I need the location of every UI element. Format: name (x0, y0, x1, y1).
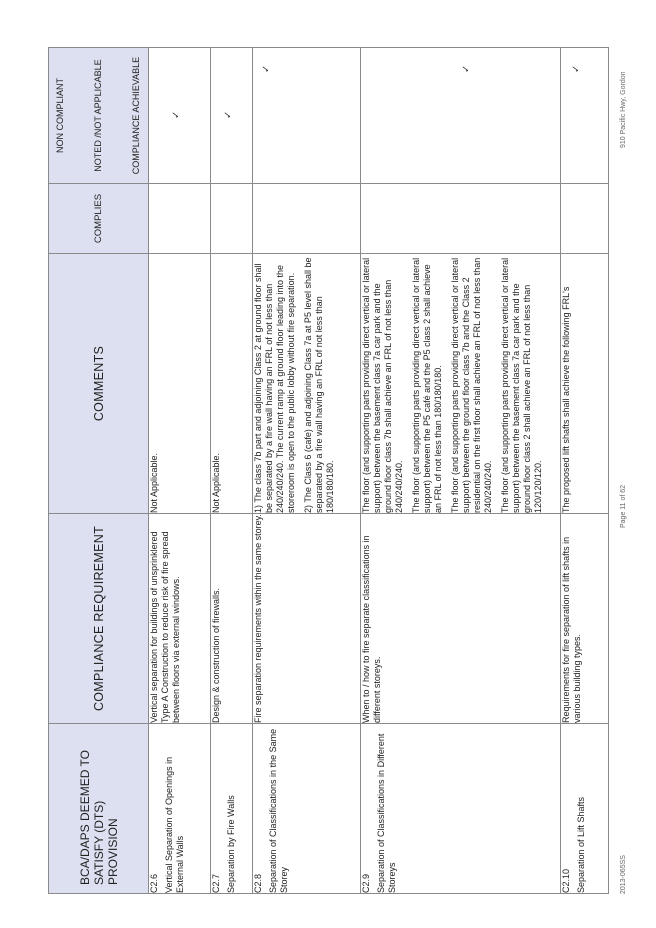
requirement-cell: Vertical separation for buildings of unsprinklered Type A Construction to reduce risk of fire spread between floors via external windows. (149, 514, 211, 724)
complies-cell (253, 184, 361, 254)
status-cell (211, 48, 253, 184)
dts-cell (561, 724, 609, 894)
status-cell (253, 48, 361, 184)
check-icon: ✓ (571, 64, 582, 73)
status-cell (561, 48, 609, 184)
table-row (253, 48, 361, 894)
complies-cell (561, 184, 609, 254)
requirement-cell: Design & construction of firewalls. (211, 514, 253, 724)
table-row (211, 48, 253, 894)
dts-code: C2.8 (253, 873, 263, 893)
status-cell (361, 48, 561, 184)
table-row (149, 48, 211, 894)
dts-name: Vertical Separation of Openings in External Walls (164, 756, 185, 893)
comments-cell (253, 254, 361, 514)
complies-cell (361, 184, 561, 254)
comment-paragraph: The floor (and supporting parts providing direct vertical or lateral support) between the basement class 7a car park and the ground floor class 7b shall achieve an FRL of not less than 240/240/240. (361, 257, 404, 513)
check-icon: ✓ (261, 64, 272, 73)
dts-name: Separation of Classifications in Different Storeys (376, 733, 397, 893)
dts-code: C2.7 (211, 873, 221, 893)
dts-cell (149, 724, 211, 894)
comments-cell (149, 254, 211, 514)
table-header-row (49, 48, 149, 894)
dts-cell (361, 724, 561, 894)
complies-cell (149, 184, 211, 254)
check-icon: ✓ (171, 110, 182, 119)
compliance-table (48, 47, 609, 894)
dts-code: C2.9 (361, 873, 371, 893)
requirement-cell: When to / how to fire separate classifications in different storeys. (361, 514, 561, 724)
comments-cell (211, 254, 253, 514)
comments-cell (561, 254, 609, 514)
requirement-cell: Fire separation requirements within the same storey. (253, 514, 361, 724)
check-icon: ✓ (461, 64, 472, 73)
dts-name: Separation of Lift Shafts (576, 796, 586, 893)
header-requirement: COMPLIANCE REQUIREMENT (49, 514, 149, 724)
header-dts: BCA/DAPS DEEMED TO SATISFY (DTS) PROVISION (49, 724, 149, 894)
header-comments: COMMENTS (49, 254, 149, 514)
comment-paragraph: Not Applicable. (149, 452, 159, 513)
comment-paragraph: 2) The Class 6 (cafe) and adjoining Class 7a at P5 level shall be separated by a fire wall having an FRL of not less than 180/180/180. (303, 257, 335, 513)
dts-code: C2.6 (149, 873, 159, 893)
dts-cell (211, 724, 253, 894)
comments-cell (361, 254, 561, 514)
check-icon: ✓ (223, 110, 234, 119)
complies-cell (211, 184, 253, 254)
comment-paragraph: The floor (and supporting parts providing direct vertical or lateral support) between the basement class 7a car park and the ground floor class 2 shall achieve an FRL of not less than 120/120/120. (500, 257, 543, 513)
table-row (361, 48, 561, 894)
header-noted: NOTED /NOT APPLICABLE (93, 59, 103, 172)
comment-paragraph: Not Applicable. (211, 452, 221, 513)
comment-paragraph: The floor (and supporting parts providing direct vertical or lateral support) between the ground floor class 7b and the Class 2 residential on the first floor shall achieve an FRL of not less than 240/240/240. (450, 257, 493, 513)
comment-paragraph: 1) The class 7b part and adjoining Class 2 at ground floor shall be separated by a fire wall having an FRL of not less than 240/240/240. The current ramp at ground floor leading into the storeroom is open to the public lobby without fire separation. (253, 263, 296, 513)
footer-document-number: 2013-065SS (620, 855, 627, 894)
dts-cell (253, 724, 361, 894)
comment-paragraph: The proposed lift shafts shall achieve the following FRL's (561, 286, 571, 513)
dts-name: Separation of Classifications in the Same Storey (268, 728, 289, 893)
dts-name: Separation by Fire Walls (226, 795, 236, 893)
requirement-cell: Requirements for fire separation of lift shafts in various building types. (561, 514, 609, 724)
footer-page-number: Page 11 of 62 (620, 484, 627, 528)
header-compliance-status (49, 48, 149, 184)
header-achievable: COMPLIANCE ACHIEVABLE (131, 56, 141, 175)
table-row (561, 48, 609, 894)
status-cell (149, 48, 211, 184)
dts-code: C2.10 (561, 868, 571, 893)
footer-address: 910 Pacific Hwy, Gordon (620, 71, 627, 148)
header-non-compliant: NON COMPLIANT (55, 78, 65, 154)
header-complies: COMPLIES (49, 184, 149, 254)
comment-paragraph: The floor (and supporting parts providing direct vertical or lateral support) between the P5 café and the P5 class 2 shall achieve an FRL of not less than 180/180/180. (411, 257, 443, 513)
